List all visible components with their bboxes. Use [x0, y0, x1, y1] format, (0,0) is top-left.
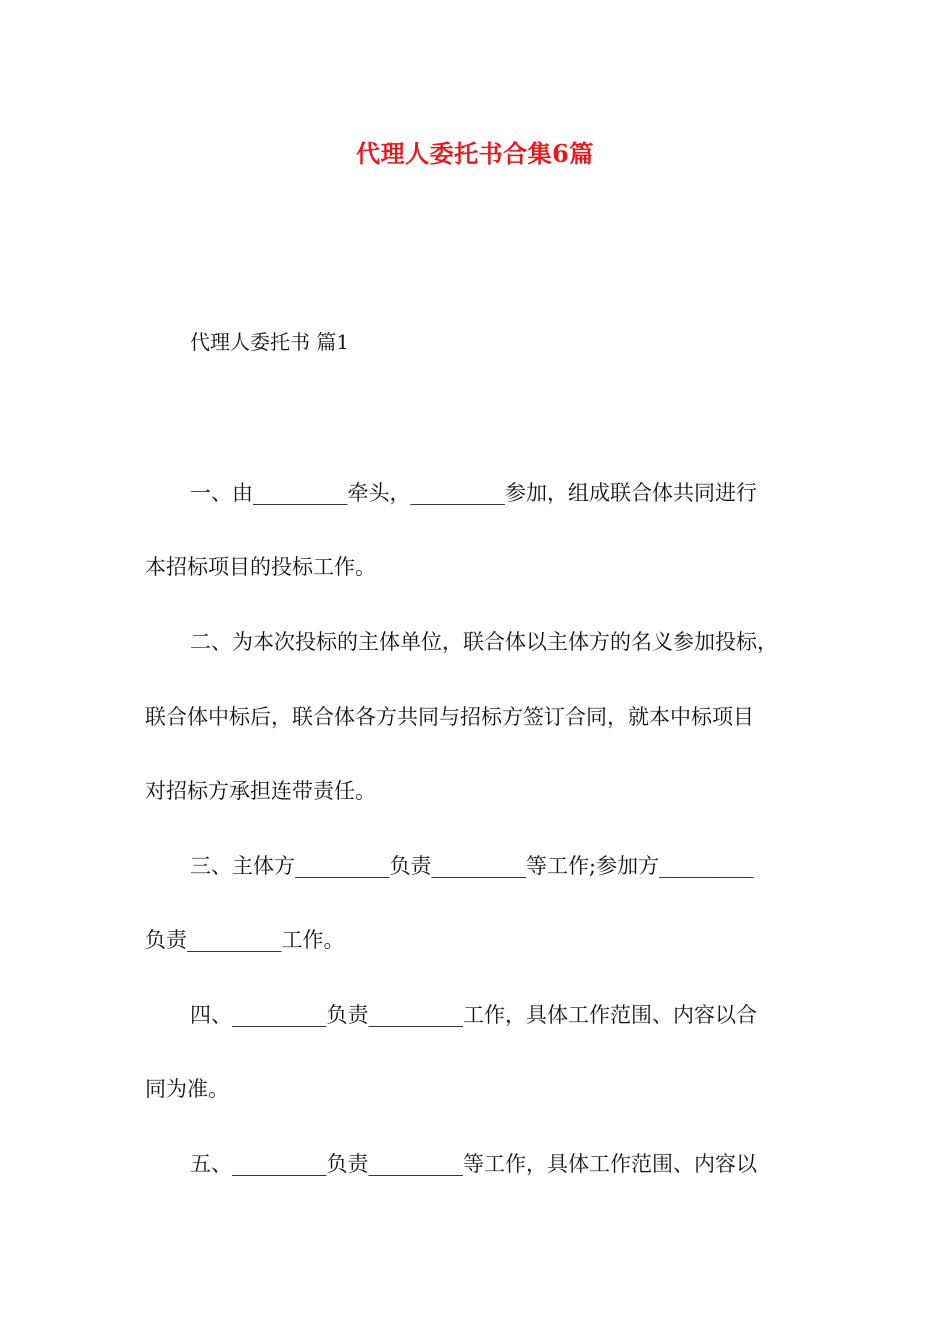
paragraph-line: 联合体中标后，联合体各方共同与招标方签订合同，就本中标项目: [145, 705, 754, 729]
paragraph-line: 二、为本次投标的主体单位，联合体以主体方的名义参加投标，: [190, 630, 778, 654]
paragraph-line: 对招标方承担连带责任。: [145, 779, 376, 803]
paragraph-line: 一、由_________牵头，_________参加，组成联合体共同进行: [190, 481, 757, 505]
paragraph-line: 五、_________负责_________等工作，具体工作范围、内容以: [190, 1152, 757, 1176]
paragraph-line: 负责_________工作。: [145, 928, 345, 952]
section-heading: 代理人委托书 篇1: [190, 330, 350, 354]
paragraph-line: 本招标项目的投标工作。: [145, 555, 376, 579]
paragraph-line: 四、_________负责_________工作，具体工作范围、内容以合: [190, 1003, 757, 1027]
paragraph-line: 同为准。: [145, 1077, 229, 1101]
paragraph-line: 三、主体方_________负责_________等工作;参加方_________: [190, 854, 754, 878]
document-title: 代理人委托书合集6篇: [356, 139, 594, 168]
